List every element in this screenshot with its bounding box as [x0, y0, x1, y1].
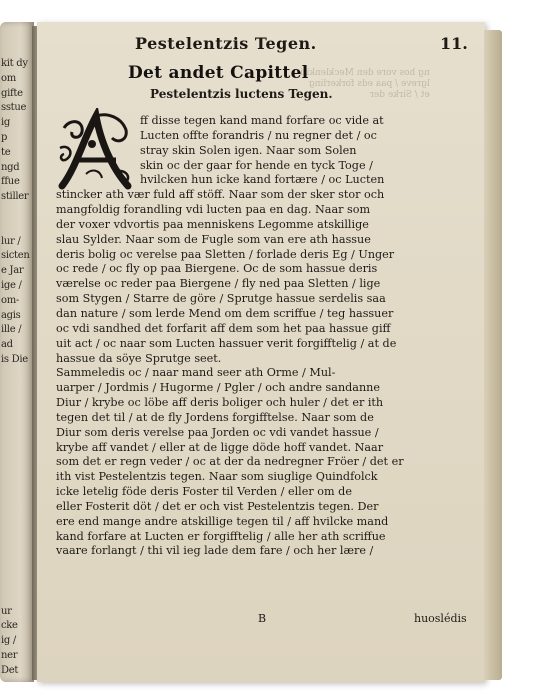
text-line: som Stygen / Starre de göre / Sprutge hassue serdelis saa	[56, 292, 386, 306]
text-line: hassue da söye Sprutge seet.	[56, 351, 222, 365]
text-line: der voxer vdvortis paa menniskens Legomme atskillige	[56, 217, 369, 231]
facing-page-fragment: e Jar	[1, 265, 24, 277]
text-line: stincker ath vær fuld aff stöff. Naar som der sker stor och	[56, 188, 385, 202]
facing-page-fragment: stiller	[1, 191, 29, 203]
chapter-title: Det andet Capittel	[128, 63, 309, 83]
facing-page-fragment: sstue	[1, 102, 27, 114]
text-line: oc rede / oc fly op paa Biergene. Oc de som hassue deris	[56, 262, 378, 276]
facing-page-fragment: agis	[1, 309, 21, 321]
facing-page-fragment: Det	[1, 664, 19, 676]
facing-page-fragment: sicten	[1, 250, 30, 262]
text-line: mangfoldig forandling vdi lucten paa en dag. Naar som	[56, 203, 371, 217]
text-line: dan nature / som lerde Mend om dem scriffue / teg hassuer	[56, 306, 394, 320]
facing-page-fragment: p	[1, 132, 8, 143]
text-line: deris bolig oc verelse paa Sletten / forlade deris Eg / Unger	[56, 247, 395, 261]
facing-page-edge	[0, 22, 34, 682]
facing-page-fragment: om-	[1, 294, 19, 306]
chapter-subtitle: Pestelentzis luctens Tegen.	[150, 87, 333, 101]
show-through-line: lgreve / paa eds forkerling	[308, 79, 430, 89]
text-line: Sammeledis oc / naar mand seer ath Orme / Mul-	[56, 366, 336, 380]
facing-page-fragment: gifte	[1, 87, 23, 99]
facing-page-fragment: ig /	[1, 635, 16, 647]
facing-page-fragment: om	[1, 72, 16, 84]
running-head: Pestelentzis Tegen.	[135, 34, 317, 53]
text-line: Diur som deris verelse paa Jorden oc vdi vandet hassue /	[56, 425, 379, 439]
text-line: hvilcken hun icke kand fortære / oc Lucten	[140, 173, 385, 187]
body-text	[56, 114, 476, 559]
text-line: ere end mange andre atskillige tegen til / aff hvilcke mand	[56, 514, 389, 528]
facing-page-fragment: lur /	[1, 235, 21, 247]
text-line: værelse oc reder paa Biergene / fly ned paa Sletten / lige	[56, 277, 381, 291]
text-line: kand forfare at Lucten er forgifftelig / alle her ath scriffue	[56, 529, 386, 543]
text-line: vaare forlangt / thi vil ieg lade dem fare / och her lære /	[56, 544, 374, 558]
facing-page-fragment: te	[1, 146, 11, 158]
facing-page-fragment: ner	[1, 650, 18, 661]
facing-page-fragment: kit dy	[1, 58, 28, 69]
text-line: Diur / krybe oc löbe aff deris boliger och huler / det er ith	[56, 396, 384, 410]
text-line: uit act / oc naar som Lucten hassuer verit forgifftelig / at de	[56, 336, 397, 350]
catchword: huoslédis	[414, 612, 467, 625]
text-line: icke letelig föde deris Foster til Verden / eller om de	[56, 485, 352, 499]
show-through-line: et / Sirke der	[369, 90, 430, 100]
facing-page-fragment: ngd	[1, 161, 20, 173]
text-line: eller Fosterit döt / det er och vist Pestelentzis tegen. Der	[56, 499, 379, 513]
signature-mark: B	[258, 612, 267, 625]
facing-page-fragment: cke	[1, 620, 18, 632]
text-line: stray skin Solen igen. Naar som Solen	[140, 143, 357, 157]
facing-page-fragment: ige /	[1, 280, 22, 291]
text-line: uarper / Jordmis / Hugorme / Pgler / och andre sandanne	[56, 381, 381, 395]
facing-page-fragment: ffue	[1, 176, 20, 188]
show-through-line: ng hos vore den Mecklenkiti	[300, 68, 430, 78]
text-line: Lucten offte forandris / nu regner det / oc	[140, 128, 377, 142]
facing-page-fragment: ad	[1, 339, 13, 351]
text-line: ff disse tegen kand mand forfare oc vide at	[140, 114, 384, 127]
text-line: krybe aff vandet / eller at de ligge döde hoff vandet. Naar	[56, 440, 384, 454]
text-line: som det er regn veder / oc at der da nedregner Fröer / det er	[56, 455, 404, 469]
facing-page-fragment: ur	[1, 605, 12, 617]
text-line: tegen det til / at de fly Jordens forgifftelse. Naar som de	[56, 410, 374, 424]
text-line: slau Sylder. Naar som de Fugle som van ere ath hassue	[56, 232, 371, 246]
facing-page-fragment: ig	[1, 117, 10, 129]
facing-page-fragment: is Die	[1, 354, 28, 365]
facing-page-fragment: ille /	[1, 324, 22, 336]
text-line: oc vdi sandhed det forfarit aff dem som het paa hassue giff	[56, 321, 391, 335]
text-line: ith vist Pestelentzis tegen. Naar som siuglige Quindfolck	[56, 470, 378, 484]
page-block-edge	[484, 30, 502, 680]
page-number: 11.	[440, 34, 468, 53]
text-line: skin oc der gaar for hende en tyck Toge /	[140, 158, 373, 172]
